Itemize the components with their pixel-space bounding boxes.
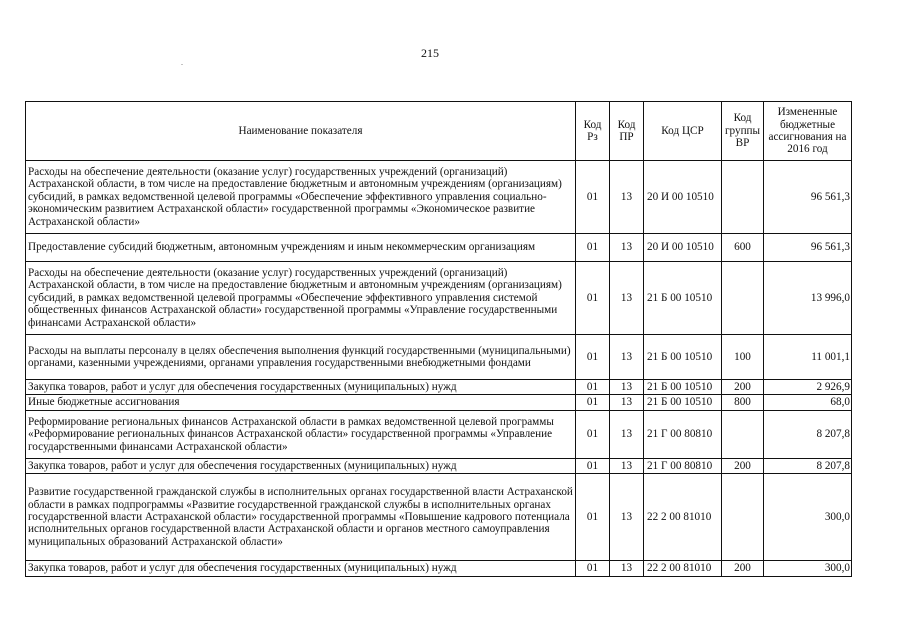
row-vr: 600 xyxy=(722,234,764,262)
row-name: Закупка товаров, работ и услуг для обеспечения государственных (муниципальных) нужд xyxy=(26,458,576,473)
row-csr: 21 Б 00 10510 xyxy=(644,262,722,335)
row-amount: 11 001,1 xyxy=(764,335,852,380)
header-amount: Измененные бюджетные ассигнования на 2016 год xyxy=(764,102,852,161)
row-name: Расходы на выплаты персоналу в целях обеспечения выполнения функций государственными (муниципальными) органами, казенными учреждениями, органами управления государственными внебюджетными фондами xyxy=(26,335,576,380)
page-number: 215 xyxy=(421,46,439,60)
row-csr: 21 Б 00 10510 xyxy=(644,335,722,380)
row-pr: 13 xyxy=(610,458,644,473)
header-pr: Код ПР xyxy=(610,102,644,161)
row-rz: 01 xyxy=(576,474,610,561)
row-amount: 96 561,3 xyxy=(764,161,852,234)
row-name: Закупка товаров, работ и услуг для обеспечения государственных (муниципальных) нужд xyxy=(26,380,576,395)
table-header-row xyxy=(26,102,852,161)
row-amount: 8 207,8 xyxy=(764,458,852,473)
row-vr: 200 xyxy=(722,458,764,473)
row-name: Предоставление субсидий бюджетным, автономным учреждениям и иным некоммерческим организациям xyxy=(26,234,576,262)
row-rz: 01 xyxy=(576,395,610,410)
row-rz: 01 xyxy=(576,561,610,576)
row-name: Закупка товаров, работ и услуг для обеспечения государственных (муниципальных) нужд xyxy=(26,561,576,576)
row-amount: 2 926,9 xyxy=(764,380,852,395)
budget-table xyxy=(25,101,852,577)
table-row xyxy=(26,458,852,473)
row-pr: 13 xyxy=(610,161,644,234)
row-rz: 01 xyxy=(576,161,610,234)
row-pr: 13 xyxy=(610,335,644,380)
row-csr: 20 И 00 10510 xyxy=(644,234,722,262)
table-row xyxy=(26,234,852,262)
row-name: Расходы на обеспечение деятельности (оказание услуг) государственных учреждений (организаций) Астраханской области, в том числе на предоставление бюджетным и автономным учреждениям (организациям) субсидий, в рамках ведомственной целевой программы «Обеспечение эффективного управления социально-экономическим развитием Астраханской области» государственной программы «Экономическое развитие Астраханской области» xyxy=(26,161,576,234)
row-amount: 8 207,8 xyxy=(764,410,852,458)
header-rz: Код Рз xyxy=(576,102,610,161)
row-rz: 01 xyxy=(576,234,610,262)
table-row xyxy=(26,561,852,576)
row-pr: 13 xyxy=(610,380,644,395)
row-csr: 22 2 00 81010 xyxy=(644,474,722,561)
header-csr: Код ЦСР xyxy=(644,102,722,161)
row-vr: 200 xyxy=(722,561,764,576)
row-vr xyxy=(722,262,764,335)
table-row xyxy=(26,380,852,395)
row-vr: 100 xyxy=(722,335,764,380)
row-pr: 13 xyxy=(610,410,644,458)
row-pr: 13 xyxy=(610,262,644,335)
table-row xyxy=(26,335,852,380)
header-name: Наименование показателя xyxy=(26,102,576,161)
row-name: Развитие государственной гражданской службы в исполнительных органах государственной власти Астраханской области в рамках подпрограммы «Развитие государственной гражданской службы в исполнительных органах государственной власти Астраханской области» государственной программы «Повышение кадрового потенциала исполнительных органов государственной власти Астраханской области и органов местного самоуправления муниципальных образований Астраханской области» xyxy=(26,474,576,561)
row-pr: 13 xyxy=(610,561,644,576)
row-amount: 300,0 xyxy=(764,474,852,561)
row-rz: 01 xyxy=(576,335,610,380)
row-amount: 300,0 xyxy=(764,561,852,576)
row-vr xyxy=(722,161,764,234)
table-row xyxy=(26,262,852,335)
row-pr: 13 xyxy=(610,474,644,561)
row-name: Иные бюджетные ассигнования xyxy=(26,395,576,410)
row-csr: 21 Б 00 10510 xyxy=(644,380,722,395)
table-row xyxy=(26,161,852,234)
row-amount: 68,0 xyxy=(764,395,852,410)
row-name: Реформирование региональных финансов Астраханской области в рамках ведомственной целевой программы «Реформирование региональных финансов Астраханской области» государственной программы «Управление государственными финансами Астраханской области» xyxy=(26,410,576,458)
row-csr: 21 Г 00 80810 xyxy=(644,458,722,473)
row-pr: 13 xyxy=(610,234,644,262)
row-vr xyxy=(722,410,764,458)
row-rz: 01 xyxy=(576,458,610,473)
table-row xyxy=(26,410,852,458)
row-rz: 01 xyxy=(576,410,610,458)
row-csr: 20 И 00 10510 xyxy=(644,161,722,234)
row-vr xyxy=(722,474,764,561)
row-csr: 21 Б 00 10510 xyxy=(644,395,722,410)
stray-mark: . xyxy=(181,58,183,67)
table-row xyxy=(26,395,852,410)
row-vr: 200 xyxy=(722,380,764,395)
row-rz: 01 xyxy=(576,380,610,395)
row-amount: 96 561,3 xyxy=(764,234,852,262)
header-vr: Код группы ВР xyxy=(722,102,764,161)
row-csr: 22 2 00 81010 xyxy=(644,561,722,576)
row-amount: 13 996,0 xyxy=(764,262,852,335)
row-name: Расходы на обеспечение деятельности (оказание услуг) государственных учреждений (организаций) Астраханской области, в том числе на предоставление бюджетным и автономным учреждениям (организациям) субсидий, в рамках ведомственной целевой программы «Обеспечение эффективного управления системой общественных финансов Астраханской области» государственной программы «Управление государственными финансами Астраханской области» xyxy=(26,262,576,335)
row-rz: 01 xyxy=(576,262,610,335)
row-pr: 13 xyxy=(610,395,644,410)
row-vr: 800 xyxy=(722,395,764,410)
row-csr: 21 Г 00 80810 xyxy=(644,410,722,458)
table-row xyxy=(26,474,852,561)
